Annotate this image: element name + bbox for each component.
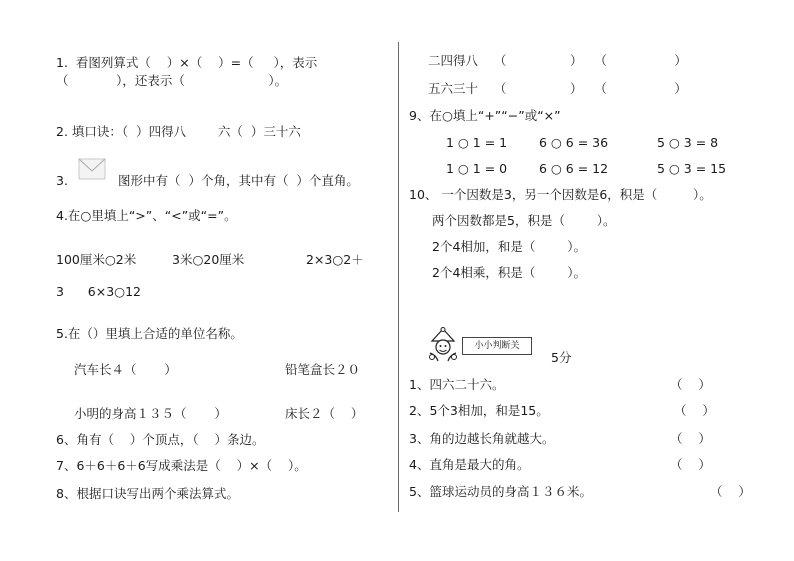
question-4-item-b: 3米○20厘米 <box>172 252 245 267</box>
judge-item-1: 1、四六二十六。 <box>409 377 505 392</box>
question-9: 9、在○填上“+”“−”或“×” <box>409 108 561 123</box>
judge-item-5: 5、篮球运动员的身高１３６米。 <box>409 484 592 499</box>
judge-paren-2: （ ） <box>674 403 715 418</box>
question-3-text: 图形中有（ ）个角，其中有（ ）个直角。 <box>118 173 359 188</box>
question-9-row1-c: 5 ○ 3 = 8 <box>657 135 719 150</box>
section-score: 5分 <box>551 350 572 365</box>
question-5-item-b: 铅笔盒长２０ <box>285 362 361 377</box>
question-10: 10、 一个因数是3，另一个因数是6，积是（ ）。 <box>409 187 712 202</box>
question-7: 7、6＋6＋6＋6写成乘法是（ ）×（ ）。 <box>56 458 307 473</box>
question-5: 5.在（）里填上合适的单位名称。 <box>56 326 243 341</box>
section-banner: 小小判断关 <box>462 337 532 355</box>
multiplication-row-1: 二四得八 （ ） （ ） <box>428 53 687 68</box>
question-5-item-d: 床长２（ ） <box>285 406 364 421</box>
divider <box>398 42 399 512</box>
judge-item-4: 4、直角是最大的角。 <box>409 457 530 472</box>
question-9-row2-b: 6 ○ 6 = 12 <box>539 161 609 176</box>
angle-figure-icon <box>78 158 106 180</box>
judge-paren-4: （ ） <box>670 457 711 472</box>
question-10-b: 两个因数都是5，积是（ ）。 <box>432 213 616 228</box>
judge-paren-1: （ ） <box>670 377 711 392</box>
judge-item-3: 3、角的边越长角就越大。 <box>409 431 555 446</box>
question-9-row1-b: 6 ○ 6 = 36 <box>539 135 609 150</box>
question-1-line2: （ ），还表示（ ）。 <box>56 73 288 88</box>
clown-mascot-icon <box>424 327 462 365</box>
question-9-row2-c: 5 ○ 3 = 15 <box>657 161 727 176</box>
judge-paren-5: （ ） <box>710 484 751 499</box>
question-5-item-c: 小明的身高１３５（ ） <box>74 406 227 421</box>
question-9-row1-a: 1 ○ 1 = 1 <box>446 135 508 150</box>
question-10-d: 2个4相乘，积是（ ）。 <box>432 265 586 280</box>
question-4-item-a: 100厘米○2米 <box>56 252 137 267</box>
question-5-item-a: 汽车长４（ ） <box>74 362 177 377</box>
multiplication-row-2: 五六三十 （ ） （ ） <box>428 81 687 96</box>
judge-item-2: 2、5个3相加，和是15。 <box>409 403 549 418</box>
question-3-number: 3. <box>56 173 68 188</box>
question-2: 2. 填口诀：（ ）四得八 六（ ）三十六 <box>56 124 301 139</box>
question-9-row2-a: 1 ○ 1 = 0 <box>446 161 508 176</box>
question-8: 8、根据口诀写出两个乘法算式。 <box>56 486 239 501</box>
question-4-item-d: 3 6×3○12 <box>56 284 141 299</box>
question-6: 6、角有（ ）个顶点，（ ）条边。 <box>56 432 265 447</box>
question-1-line1: 1. 看图列算式（ ）×（ ）=（ ），表示 <box>56 55 318 70</box>
judge-paren-3: （ ） <box>670 431 711 446</box>
question-4: 4.在○里填上“>”、“<”或“=”。 <box>56 208 237 223</box>
question-4-item-c: 2×3○2＋ <box>306 252 364 267</box>
question-10-c: 2个4相加，和是（ ）。 <box>432 239 586 254</box>
